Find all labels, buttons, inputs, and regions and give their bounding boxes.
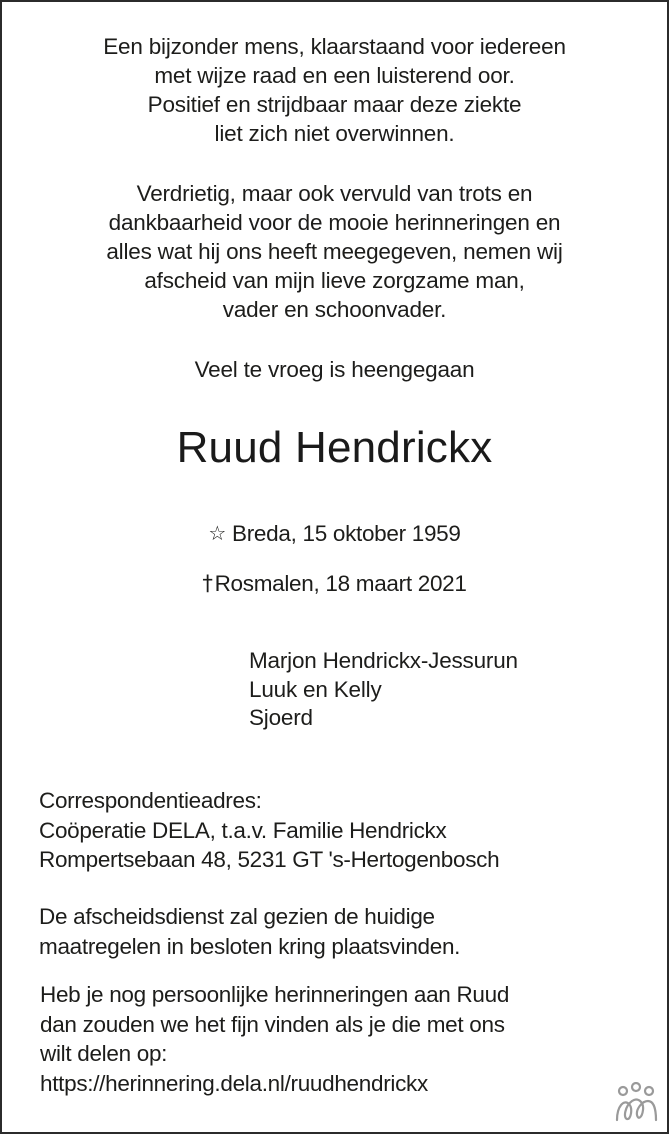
- service-notice: [39, 902, 460, 961]
- address-line: Coöperatie DELA, t.a.v. Familie Hendrickx: [39, 817, 447, 843]
- family-member: Sjoerd: [249, 705, 313, 730]
- intro-line: Een bijzonder mens, klaarstaand voor iedereen: [103, 34, 566, 59]
- memories-line: Heb je nog persoonlijke herinneringen aan Ruud: [40, 982, 510, 1007]
- address-line: Rompertsebaan 48, 5231 GT 's-Hertogenbosch: [39, 847, 500, 872]
- intro-line: liet zich niet overwinnen.: [214, 121, 455, 146]
- memories-invitation: [40, 980, 509, 1098]
- family-member: Marjon Hendrickx-Jessurun: [249, 648, 518, 673]
- grief-paragraph: [2, 179, 667, 324]
- grief-line: afscheid van mijn lieve zorgzame man,: [144, 268, 525, 293]
- death-line: [2, 568, 667, 599]
- service-line: maatregelen in besloten kring plaatsvinden.: [39, 933, 461, 959]
- grief-line: alles wat hij ons heeft meegegeven, nemen wij: [106, 239, 563, 264]
- family-member: Luuk en Kelly: [249, 676, 382, 702]
- correspondence-address: [39, 786, 499, 875]
- birth-place-date: Breda, 15 oktober 1959: [232, 521, 461, 546]
- family-signatures: [249, 647, 518, 733]
- address-label: Correspondentieadres:: [39, 788, 262, 813]
- dela-people-logo-icon: [614, 1082, 658, 1122]
- grief-line: vader en schoonvader.: [222, 297, 447, 322]
- grief-line: dankbaarheid voor de mooie herinneringen en: [108, 210, 561, 235]
- memories-line: dan zouden we het fijn vinden als je die met ons: [40, 1011, 505, 1037]
- dagger-cross-icon: †: [202, 571, 213, 595]
- star-icon: ☆: [208, 521, 227, 545]
- intro-line: met wijze raad en een luisterend oor.: [154, 63, 515, 88]
- service-line: De afscheidsdienst zal gezien de huidige: [39, 904, 435, 929]
- intro-paragraph: [2, 32, 667, 148]
- memories-url[interactable]: https://herinnering.dela.nl/ruudhendrickx: [40, 1070, 428, 1096]
- passed-away-text: Veel te vroeg is heengegaan: [194, 357, 475, 382]
- intro-line: Positief en strijdbaar maar deze ziekte: [147, 92, 522, 117]
- memories-line: wilt delen op:: [40, 1041, 168, 1066]
- birth-line: [2, 518, 667, 549]
- grief-line: Verdrietig, maar ook vervuld van trots en: [136, 181, 533, 206]
- death-place-date: Rosmalen, 18 maart 2021: [214, 571, 467, 596]
- deceased-name: Ruud Hendrickx: [176, 423, 493, 472]
